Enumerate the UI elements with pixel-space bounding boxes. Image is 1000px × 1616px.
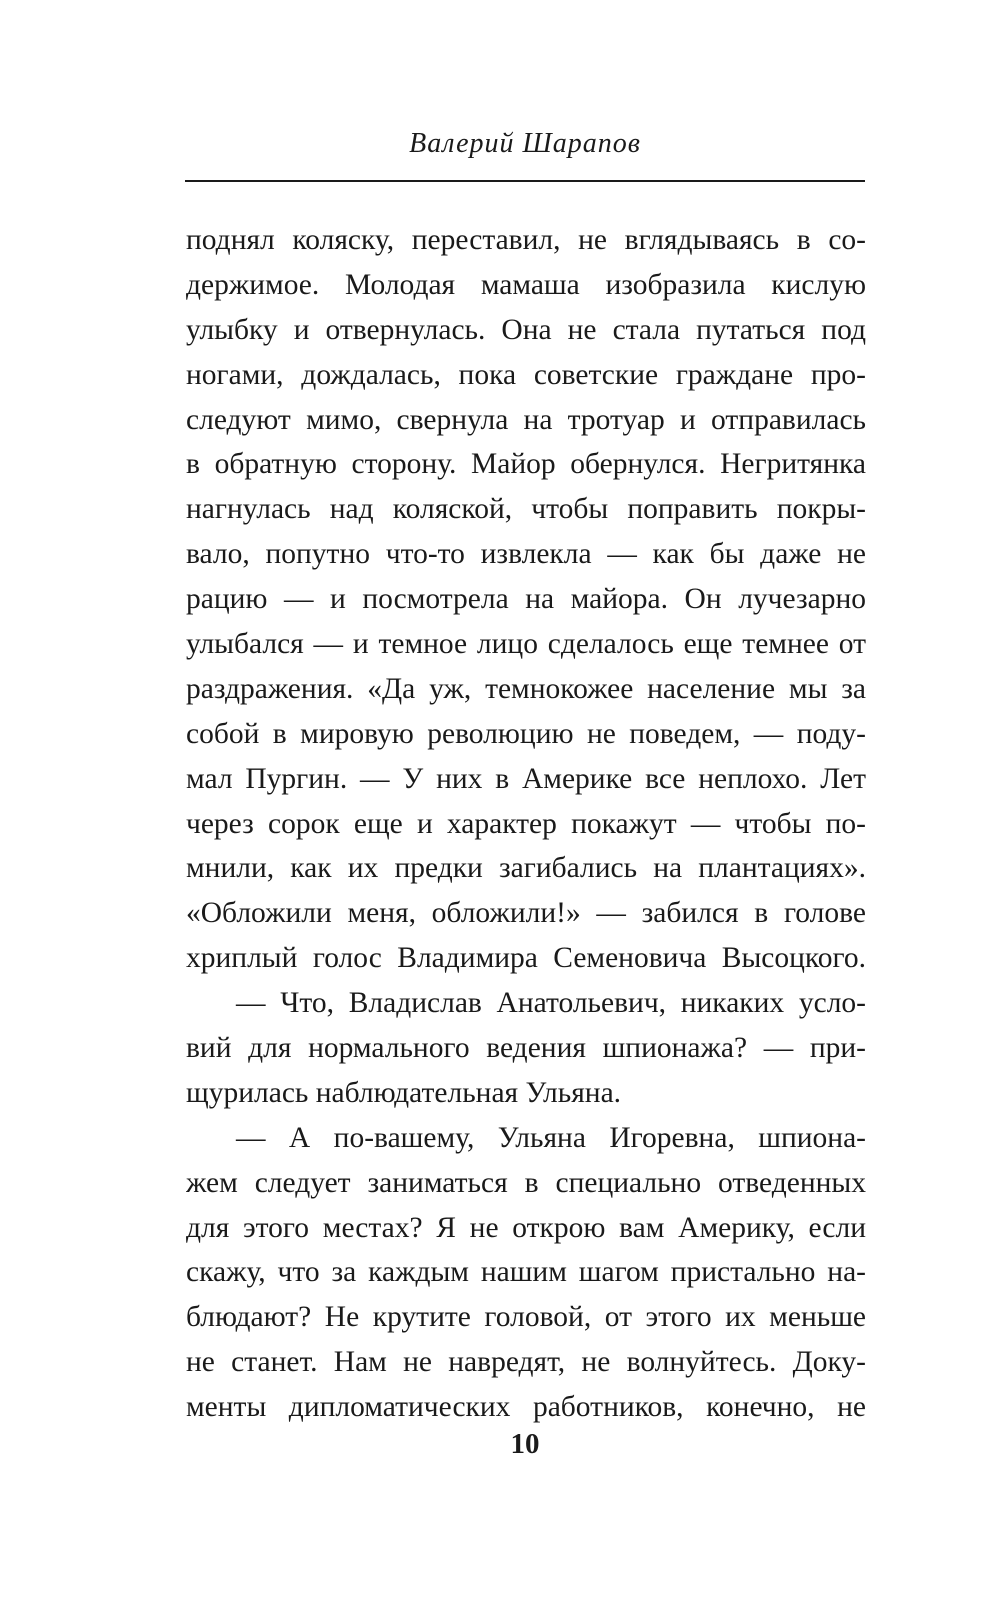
text-line: для этого местах? Я не открою вам Америку, если: [186, 1211, 866, 1244]
text-line-paragraph-start: — А по-вашему, Ульяна Игоревна, шпиона-: [236, 1121, 866, 1154]
text-line: через сорок еще и характер покажут — чтобы по-: [186, 807, 866, 840]
text-line: ногами, дождалась, пока советские граждане про-: [186, 358, 866, 391]
text-line: «Обложили меня, обложили!» — забился в голове: [186, 897, 866, 930]
text-line: вий для нормального ведения шпионажа? — при-: [186, 1032, 866, 1065]
text-line: держимое. Молодая мамаша изобразила кислую: [186, 268, 866, 301]
text-line: нагнулась над коляской, чтобы поправить покры-: [186, 493, 866, 526]
text-line: раздражения. «Да уж, темнокожее население мы за: [186, 672, 866, 705]
text-line: мал Пургин. — У них в Америке все неплохо. Лет: [186, 762, 866, 795]
text-line: следуют мимо, свернула на тротуар и отправилась: [186, 403, 866, 436]
text-line-paragraph-end: щурилась наблюдательная Ульяна.: [186, 1076, 622, 1109]
page-number: 10: [510, 1428, 540, 1460]
text-line: не станет. Нам не навредят, не волнуйтесь. Доку-: [186, 1346, 866, 1379]
text-line: в обратную сторону. Майор обернулся. Негритянка: [186, 448, 866, 481]
text-line: улыбался — и темное лицо сделалось еще темнее от: [186, 628, 866, 661]
text-line: мнили, как их предки загибались на плантациях».: [186, 852, 866, 885]
body-text: [186, 218, 866, 1430]
text-line: блюдают? Не крутите головой, от этого их меньше: [186, 1301, 866, 1334]
header-rule: [185, 180, 865, 182]
running-header-author: Валерий Шарапов: [409, 128, 641, 159]
text-line: улыбку и отвернулась. Она не стала путаться под: [186, 313, 866, 346]
text-line: рацию — и посмотрела на майора. Он лучезарно: [186, 583, 866, 616]
text-line: вало, попутно что-то извлекла — как бы даже не: [186, 538, 866, 571]
text-line: скажу, что за каждым нашим шагом пристально на-: [186, 1256, 866, 1289]
text-line-paragraph-start: — Что, Владислав Анатольевич, никаких усло-: [236, 987, 866, 1020]
text-line: поднял коляску, переставил, не вглядываясь в со-: [186, 224, 866, 256]
text-line: менты дипломатических работников, конечно, не: [186, 1391, 866, 1424]
text-line: собой в мировую революцию не поведем, — поду-: [186, 717, 866, 750]
text-line: хриплый голос Владимира Семеновича Высоцкого.: [186, 942, 866, 975]
text-line: жем следует заниматься в специально отведенных: [186, 1166, 866, 1199]
